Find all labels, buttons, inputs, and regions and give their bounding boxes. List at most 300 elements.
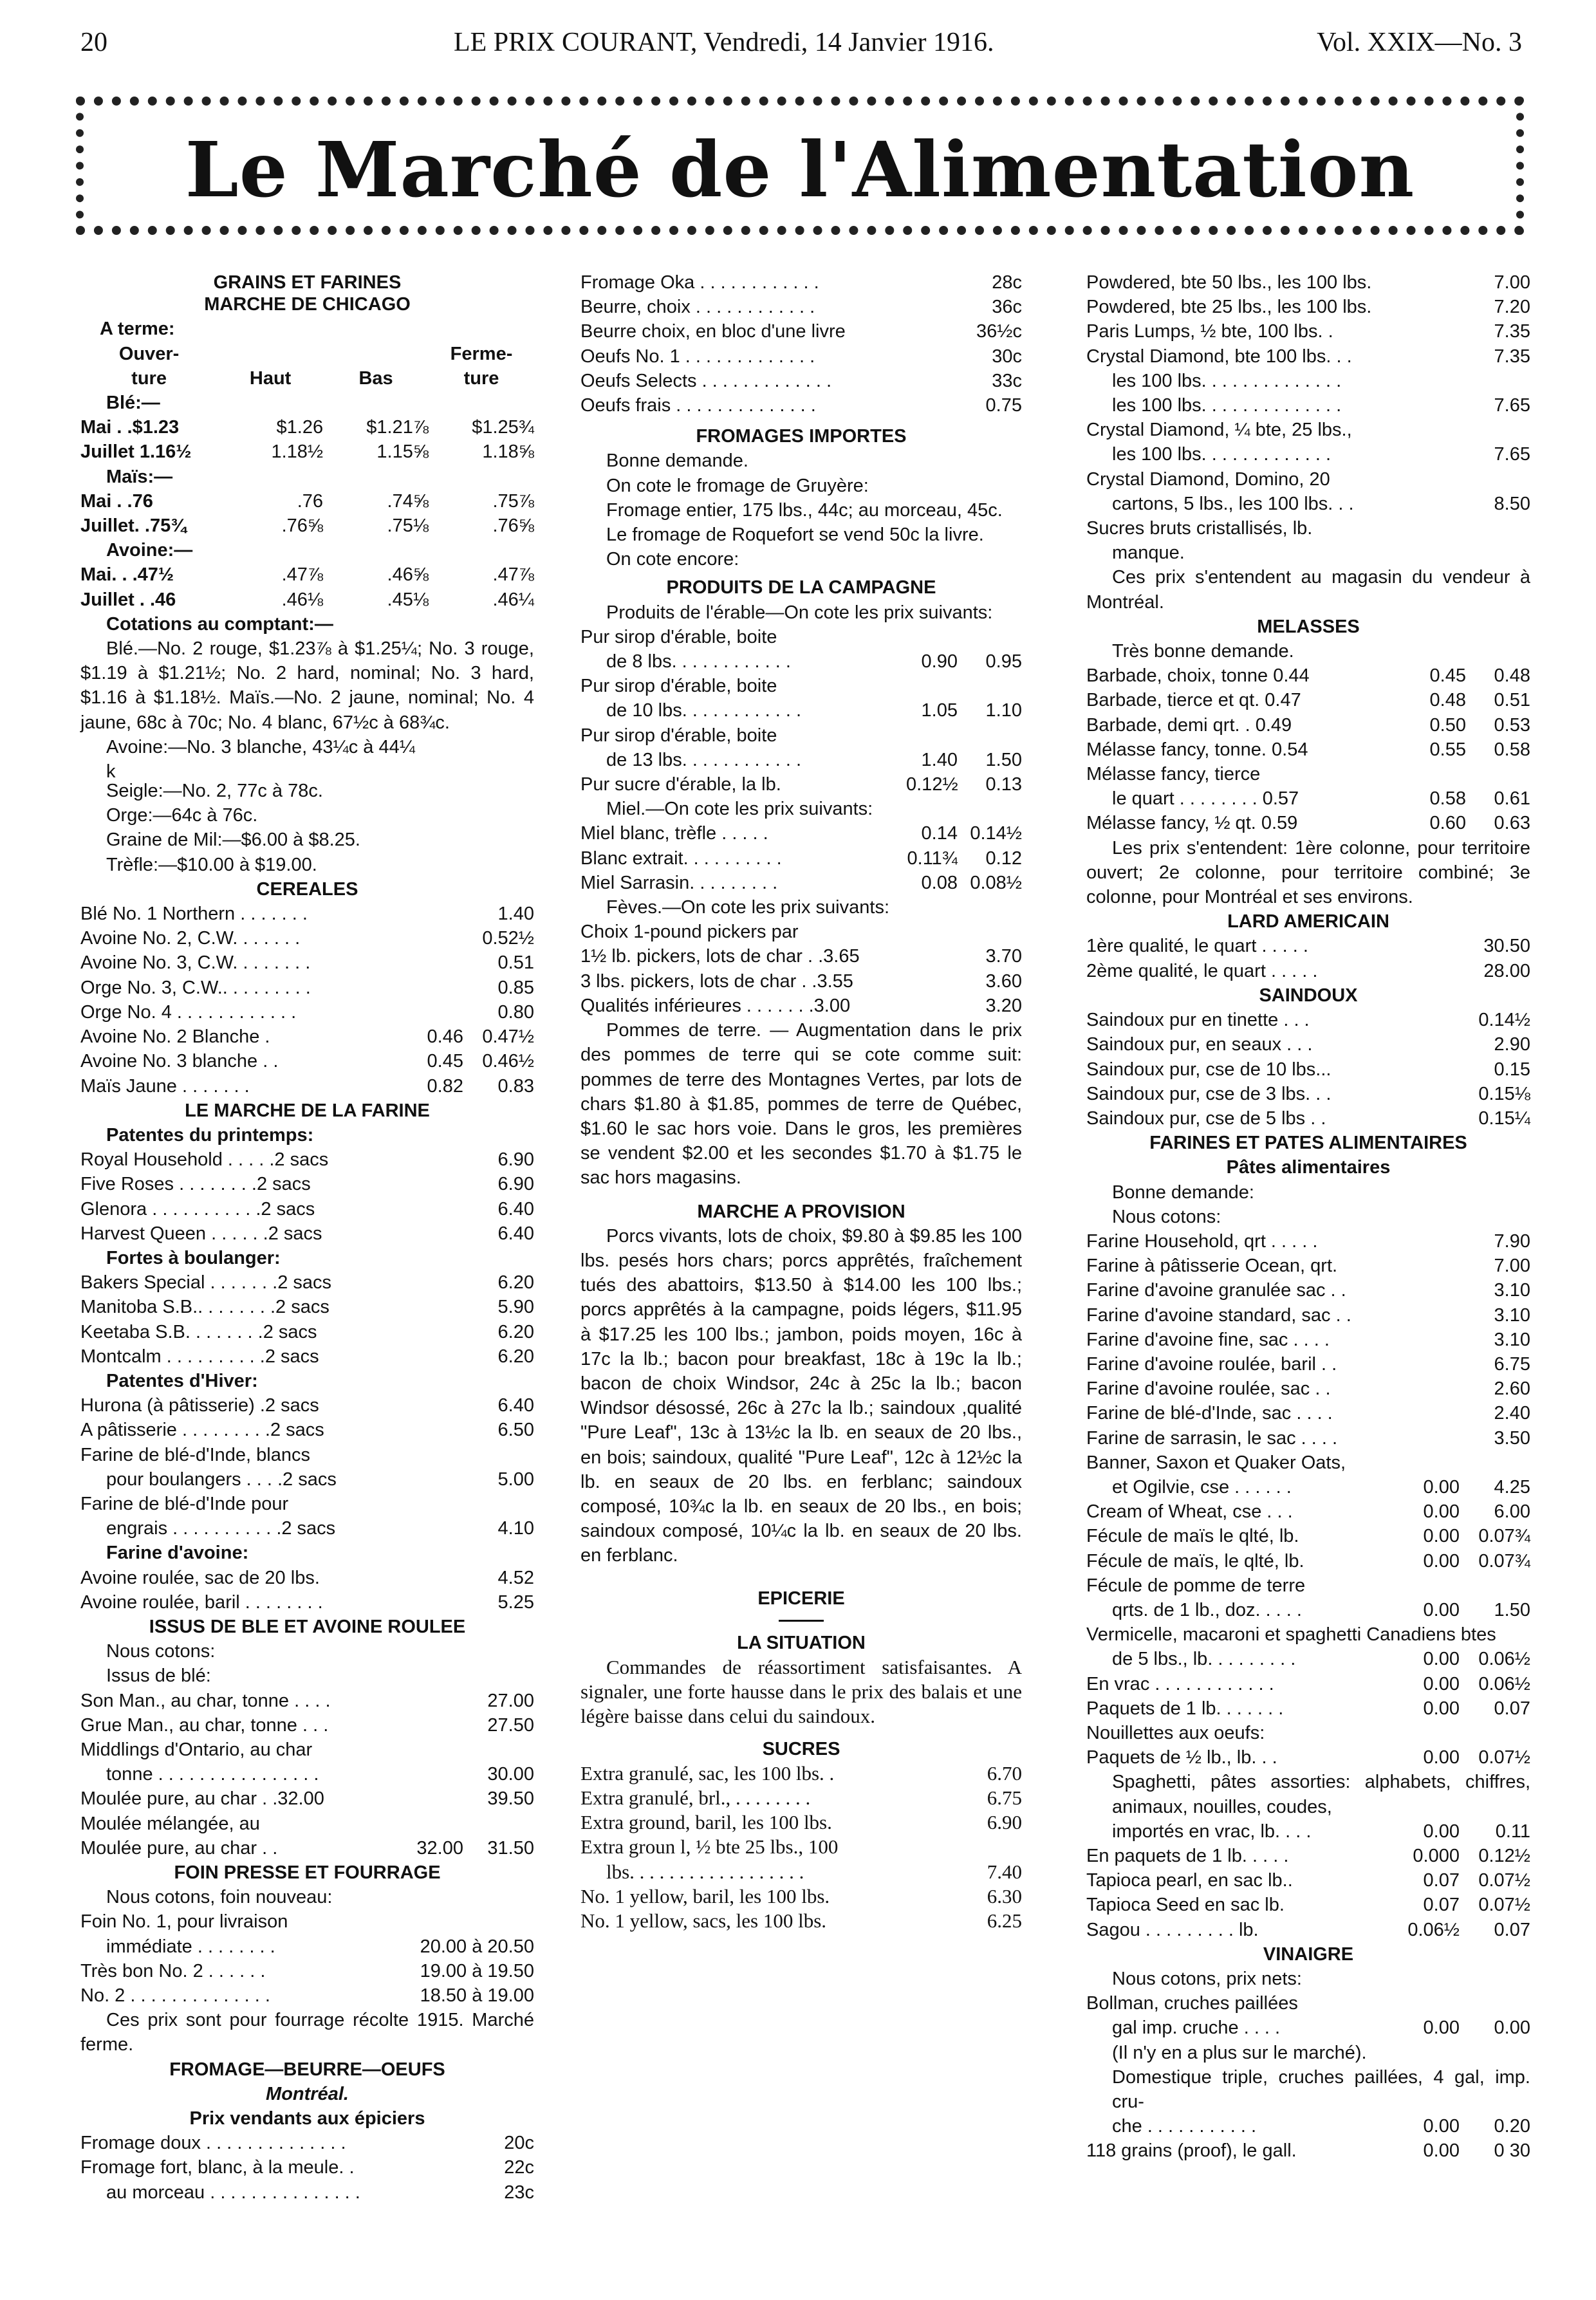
item-price: 6.20 [497,1321,534,1342]
item-price: 2.40 [1494,1403,1530,1424]
item-price: 0.13 [985,774,1022,795]
item-price: 4.25 [1494,1476,1530,1498]
saindoux-row [1086,1057,1530,1082]
item-price: 3.10 [1494,1280,1530,1301]
item-label: En paquets de 1 lb. . . . . [1086,1846,1289,1866]
import-line: Fromage entier, 175 lbs., 44c; au morceau, 45c. [606,499,1003,521]
item-label: Saindoux pur, cse de 10 lbs... [1086,1059,1332,1080]
pates-row [1086,1278,1530,1303]
item-price [405,1689,463,1713]
feves-intro: Fèves.—On cote les prix suivants: [606,897,889,918]
quote-cell: .47⅞ [281,564,324,586]
item-price: 3.60 [985,970,1022,992]
item-label: et Ogilvie, cse . . . . . . [1112,1476,1292,1498]
pates-row [1086,1303,1530,1328]
item-price: 6.90 [497,1149,534,1171]
item-price: 7.35 [1494,321,1530,342]
item-label: Orge No. 4 . . . . . . . . . . . . [80,1001,297,1023]
item-price: 0.07¾ [1478,1550,1530,1572]
item-label: Beurre, choix . . . . . . . . . . . . [580,297,815,318]
item-price: 0.00 [1423,1599,1460,1620]
item-price: 30.00 [487,1764,534,1785]
column-header: Ouver- ture [118,343,180,389]
cereales-row [80,976,534,1000]
item-price: 0.07½ [1478,1870,1530,1891]
futures-row [80,588,534,612]
item-price: 0.07 [1423,1895,1460,1916]
item-price: 7.40 [987,1860,1022,1883]
sirop-line: Pur sirop d'érable, boite [580,725,777,746]
item-label: Glenora . . . . . . . . . . .2 sacs [80,1198,315,1220]
item-price: 1.50 [1494,1599,1530,1620]
item-price: 0.12 [985,848,1022,869]
campagne-heading: PRODUITS DE LA CAMPAGNE [666,577,936,598]
item-label: En vrac . . . . . . . . . . . . [1086,1673,1274,1694]
item-price: 0.20 [1494,2116,1530,2137]
item-price [405,1713,463,1738]
vinaigre-row [1086,2114,1530,2138]
label-printemps: Patentes du printemps: [106,1124,314,1145]
item-label: Harvest Queen . . . . . .2 sacs [80,1223,322,1244]
foin-row [80,1934,534,1959]
column-header: Ferme- ture [450,343,513,389]
flour-row [80,1270,534,1295]
item-price: 0.07½ [1478,1747,1530,1768]
item-price: 6.40 [497,1198,534,1220]
item-price: 0.85 [497,977,534,998]
item-label: Powdered, bte 50 lbs., les 100 lbs. [1086,272,1372,293]
label-avoine: Avoine:— [106,540,193,561]
column-3 [1086,270,1530,2164]
sucre-row [580,1884,1022,1909]
quote-cell: Juillet . .46 [80,589,176,610]
quote-cell: .76⅝ [281,515,324,537]
pates-row [1086,1328,1530,1352]
flour-row [80,1566,534,1590]
quote-cell: Juillet 1.16½ [80,441,192,463]
melasses-note: Les prix s'entendent: 1ère colonne, pour territoire ouvert; 2e colonne, pour territoire combiné; 3e colonne, pour Montréal et ses environs. [1086,837,1530,908]
item-label: Farine d'avoine granulée sac . . [1086,1280,1346,1301]
item-price: 0.48 [1429,690,1466,711]
issus-row [80,1786,534,1811]
item-price: 3.50 [1494,1427,1530,1449]
quote-cell: Mai. . .47½ [80,564,174,586]
item-price: 0.83 [497,1075,534,1097]
miel-intro: Miel.—On cote les prix suivants: [606,799,873,820]
quote-cell: Mai . .76 [80,490,153,512]
label-ble: Blé:— [106,393,160,414]
item-price: 0.80 [497,1001,534,1023]
item-price: 0.07½ [1478,1895,1530,1916]
prix-heading: Prix vendants aux épiciers [189,2108,425,2129]
saindoux-row [1086,1008,1530,1032]
item-price: 2.90 [1494,1034,1530,1055]
flour-row [80,1344,534,1369]
sucre-row [580,1786,1022,1810]
pates-line: Nouillettes aux oeufs: [1086,1722,1265,1743]
pates-row [1086,1401,1530,1425]
issus-row [80,1762,534,1786]
feves-row [580,994,1022,1018]
item-label: Fécule de maïs, le qlté, lb. [1086,1550,1304,1572]
campagne-intro: Produits de l'érable—On cote les prix suivants: [606,602,993,623]
running-header [80,27,1522,72]
item-price: 0.07 [1494,1698,1530,1719]
vinaigre-row [1086,2138,1530,2163]
miel-row [580,871,1022,895]
item-price: 0.00 [1423,1501,1460,1523]
item-price: 8.50 [1494,493,1530,514]
item-label: Avoine No. 3, C.W. . . . . . . . [80,952,311,974]
pates-row [1086,1672,1530,1696]
issus-line: Moulée mélangée, au [80,1813,260,1834]
item-label: Five Roses . . . . . . . .2 sacs [80,1174,311,1195]
item-label: No. 2 . . . . . . . . . . . . . . [80,1985,270,2007]
issus-line: Middlings d'Ontario, au char [80,1739,313,1760]
item-price: 6.75 [987,1786,1022,1809]
melasse-row [1086,663,1530,688]
grain-line: Trèfle:—$10.00 à $19.00. [106,854,317,875]
flour-row [80,1320,534,1344]
flour-row [80,1590,534,1615]
item-price: 0.00 [1423,2017,1460,2039]
item-price: 31.50 [487,1837,534,1859]
item-price: 0.45 [1429,665,1466,687]
pates-line: Fécule de pomme de terre [1086,1575,1306,1596]
item-price: 7.00 [1494,272,1530,293]
item-price: 6.75 [1494,1353,1530,1375]
foin-row [80,1959,534,1983]
feves-row [580,944,1022,969]
pates-line: Spaghetti, pâtes assorties: alphabets, chiffres, animaux, nouilles, coudes, [1112,1772,1530,1817]
melasse-line: Mélasse fancy, tierce [1086,764,1261,785]
lard-heading: LARD AMERICAIN [1227,911,1389,932]
item-label: Avoine roulée, baril . . . . . . . . [80,1591,323,1613]
foin-line: Foin No. 1, pour livraison [80,1911,288,1933]
item-price: 0.45 [427,1051,463,1072]
item-price: 6.90 [497,1174,534,1195]
item-label: Farine Household, qrt . . . . . [1086,1230,1318,1252]
item-price: 0.00 [1423,1550,1460,1572]
item-price: 6.40 [497,1223,534,1244]
item-label: Beurre choix, en bloc d'une livre [580,321,846,342]
item-price: 6.70 [987,1761,1022,1785]
item-price: 5.00 [497,1469,534,1490]
item-label: Mélasse fancy, tonne. 0.54 [1086,739,1308,760]
item-label: Extra granulé, brl., . . . . . . . . [580,1786,811,1809]
item-price: 4.52 [497,1567,534,1588]
situation-text: Commandes de réassortiment satisfaisantes. A signaler, une forte hausse dans le prix des balais et une légère baisse dans celui du saindoux. [580,1655,1022,1728]
dairy-row [580,369,1022,393]
item-price: 0.58 [1494,739,1530,760]
pates-subheading: Pâtes alimentaires [1226,1157,1391,1178]
dairy-row [580,393,1022,418]
page-number: 20 [80,28,107,57]
bruts-line: Sucres bruts cristallisés, lb. [1086,518,1313,539]
foin-row [80,1983,534,2008]
item-label: Keetaba S.B. . . . . . . .2 sacs [80,1321,317,1342]
provision-heading: MARCHE A PROVISION [697,1201,905,1222]
pates-row [1086,1524,1530,1548]
item-label: che . . . . . . . . . . . [1112,2116,1257,2137]
item-label: 3 lbs. pickers, lots de char . .3.55 [580,970,853,992]
item-label: A pâtisserie . . . . . . . . .2 sacs [80,1420,324,1441]
item-price: 0.52½ [482,928,534,949]
pates-line: Vermicelle, macaroni et spaghetti Canadiens btes [1086,1624,1496,1646]
label-boulanger: Fortes à boulanger: [106,1247,281,1268]
provision-text: Porcs vivants, lots de choix, $9.80 à $9.85 les 100 lbs. pesés hors chars; porcs apprêtés, fraîchement tués des abattoirs, $13.50 à $14.00 les 100 lbs.; porcs apprêtés à la campagne, poids légers, $11.95 à $17.25 les 100 lbs.; jambon, poids moyen, 16c à 17c la lb.; bacon pour breakfast, 18c à 19c la lb.; bacon de choix Windsor, 24c à 25c la lb.; bacon Windsor désossé, 26c à 27c la lb.; saindoux ,qualité "Pure Leaf", 13c à 13½c la lb. en seaux de 20 lbs., en bois; saindoux, qualité "Pure Leaf", 12c à 12½c la lb. en seaux de 20 lbs. en ferblanc; saindoux composé, 10¾c la lb. en seaux de 20 lbs., en bois; saindoux composé, 10¼c la lb. en seaux de 20 lbs. en ferblanc. [580,1225,1022,1566]
foin-nous: Nous cotons, foin nouveau: [106,1887,333,1908]
sucre-row [580,1860,1022,1884]
item-label: Orge No. 3, C.W.. . . . . . . . . [80,977,311,998]
cereales-heading: CEREALES [256,878,358,900]
nous-cotons: Nous cotons: [106,1641,216,1662]
item-price: 0.51 [497,952,534,974]
flour-row [80,1221,534,1246]
item-label: au morceau . . . . . . . . . . . . . . . [106,2182,360,2203]
item-label: Farine à pâtisserie Ocean, qrt. [1086,1256,1338,1277]
fromage-heading: FROMAGE—BEURRE—OEUFS [169,2059,445,2080]
sugar-row [1086,393,1530,418]
bruts-line: manque. [1112,543,1185,564]
column-2 [580,270,1022,1933]
item-label: Oeufs Selects . . . . . . . . . . . . . [580,370,832,391]
item-label: Pur sucre d'érable, la lb. [580,774,781,795]
item-price: 0.95 [985,651,1022,672]
item-label: Extra granulé, sac, les 100 lbs. . [580,1761,835,1785]
grain-line: Graine de Mil:—$6.00 à $8.25. [106,830,360,851]
sirop-row [580,649,1022,674]
item-label: Farine de sarrasin, le sac . . . . [1086,1427,1338,1449]
item-price: 0.61 [1494,788,1530,810]
sugar-row [1086,442,1530,467]
item-price: 0.12½ [1478,1846,1530,1866]
item-price: 0.00 [1494,2017,1530,2039]
item-price: 3.10 [1494,1304,1530,1326]
item-price: 2.60 [1494,1378,1530,1400]
item-price: 0.53 [1494,714,1530,736]
item-label: Avoine No. 2, C.W. . . . . . . [80,928,301,949]
journal-title: LE PRIX COURANT, Vendredi, 14 Janvier 1916. [454,28,994,57]
flour-line: Farine de blé-d'Inde, blancs [80,1444,310,1465]
bruts-note: Ces prix s'entendent au magasin du vendeur à Montréal. [1086,567,1530,613]
item-label: de 8 lbs. . . . . . . . . . . . [606,651,791,672]
item-price: 7.00 [1494,1256,1530,1277]
item-label: les 100 lbs. . . . . . . . . . . . . . [1112,370,1342,391]
item-price: 27.50 [487,1714,534,1736]
sirop-row [580,772,1022,797]
item-label: Saindoux pur en tinette . . . [1086,1010,1310,1031]
sirop-line: Pur sirop d'érable, boite [580,626,777,647]
dairy-row [580,295,1022,319]
item-label: Farine de blé-d'Inde, sac . . . . [1086,1403,1333,1424]
item-label: cartons, 5 lbs., les 100 lbs. . . [1112,493,1354,514]
sugar-line: Crystal Diamond, ¼ bte, 25 lbs., [1086,420,1352,441]
flour-row [80,1393,534,1418]
flour-row [80,1147,534,1172]
sucre-line: Extra groun l, ½ bte 25 lbs., 100 [580,1835,839,1859]
item-price: 0.00 [1423,1673,1460,1694]
flour-row [80,1467,534,1492]
item-label: Hurona (à pâtisserie) .2 sacs [80,1395,319,1416]
item-price: 27.00 [487,1690,534,1711]
item-price: 30.50 [1483,936,1530,957]
item-label: gal imp. cruche . . . . [1112,2017,1281,2039]
fromage-row [80,2131,534,2155]
item-price: 0.47½ [482,1026,534,1048]
sirop-row [580,698,1022,723]
item-label: Très bon No. 2 . . . . . . [80,1960,266,1981]
import-line: On cote le fromage de Gruyère: [606,475,869,496]
issus-label: Issus de blé: [106,1665,211,1687]
divider [779,1620,824,1622]
saindoux-row [1086,1032,1530,1057]
cereales-row [80,1049,534,1073]
item-price: 0.75 [985,395,1022,416]
farine-heading: LE MARCHE DE LA FARINE [185,1100,430,1121]
item-label: Fromage fort, blanc, à la meule. . [80,2157,355,2178]
issus-row [80,1689,534,1713]
vinaigre-line: Domestique triple, cruches paillées, 4 gal, imp. cru- [1112,2066,1530,2113]
subsection-heading: MARCHE DE CHICAGO [204,294,411,315]
pates-line: Banner, Saxon et Quaker Oats, [1086,1452,1346,1473]
item-price: 4.10 [497,1518,534,1539]
label-mais: Maïs:— [106,466,173,487]
item-price: 19.00 à 19.50 [420,1960,534,1981]
item-label: 2ème qualité, le quart . . . . . [1086,960,1318,981]
item-label: Farine d'avoine roulée, sac . . [1086,1378,1331,1400]
item-price: 7.35 [1494,346,1530,367]
item-label: Avoine No. 3 blanche . . [80,1051,279,1072]
issus-row [80,1713,534,1738]
item-price: 0.07¾ [1478,1526,1530,1547]
sugar-row [1086,319,1530,344]
item-price: 0.14½ [970,823,1022,844]
melasse-row [1086,737,1530,762]
item-price: 0.06½ [1407,1919,1460,1940]
item-price: 0.14½ [1478,1010,1530,1031]
melasse-row [1086,786,1530,811]
item-price: 6.25 [987,1909,1022,1932]
item-label: Manitoba S.B.. . . . . . . .2 sacs [80,1297,329,1318]
item-label: Fécule de maïs le qlté, lb. [1086,1526,1299,1547]
item-label: Montcalm . . . . . . . . . .2 sacs [80,1346,319,1367]
item-price: 0.12½ [906,774,958,795]
banner-title: Le Marché de l'Alimentation [185,125,1415,214]
item-label: Qualités inférieures . . . . . . .3.00 [580,995,851,1016]
item-price: 6.40 [497,1395,534,1416]
item-price [393,926,463,951]
import-line: On cote encore: [606,549,739,570]
item-label: Avoine roulée, sac de 20 lbs. [80,1567,320,1588]
sirop-line: Pur sirop d'érable, boite [580,676,777,697]
item-label: Farine d'avoine standard, sac . . [1086,1304,1351,1326]
sugar-row [1086,344,1530,369]
item-price: 0.58 [1429,788,1466,810]
cereales-row [80,1074,534,1099]
item-label: Miel blanc, trèfle . . . . . [580,823,768,844]
melasses-heading: MELASSES [1257,616,1360,637]
item-price: 28.00 [1483,960,1530,981]
item-price: 0.00 [1423,2140,1460,2162]
column-header: Bas [358,367,393,389]
label-comptant: Cotations au comptant:— [106,613,333,635]
pates-row [1086,1549,1530,1573]
item-price: 0.06½ [1478,1673,1530,1694]
item-price: 36½c [976,321,1022,342]
item-price: 39.50 [487,1788,534,1810]
comptant-text: Blé.—No. 2 rouge, $1.23⅞ à $1.25¼; No. 3 rouge, $1.19 à $1.21½; No. 2 hard, nominal; No. 3 hard, $1.16 à $1.18½. Maïs.—No. 2 jaune, nominal; No. 4 jaune, 68c à 70c; No. 4 blanc, 67½c à 68¾c. [80,638,534,733]
item-price: 0.06½ [1478,1649,1530,1670]
item-label: Paquets de 1 lb. . . . . . . [1086,1698,1284,1719]
item-label: Oeufs frais . . . . . . . . . . . . . . [580,395,816,416]
item-label: Blé No. 1 Northern . . . . . . . [80,904,308,925]
item-price: 7.20 [1494,297,1530,318]
item-label: le quart . . . . . . . . 0.57 [1112,788,1299,810]
pates-row [1086,1647,1530,1671]
flour-row [80,1197,534,1221]
saindoux-row [1086,1106,1530,1131]
item-price: 1.05 [921,700,958,721]
pates-row [1086,1598,1530,1622]
item-label: Grue Man., au char, tonne . . . [80,1714,329,1736]
item-price: 7.65 [1494,444,1530,465]
grain-line: Orge:—64c à 76c. [106,805,258,826]
farines-pates-heading: FARINES ET PATES ALIMENTAIRES [1149,1133,1467,1154]
item-price: 0.90 [921,651,958,672]
quote-cell: .76⅝ [492,515,534,537]
item-price: 1.40 [921,749,958,770]
melasse-row [1086,688,1530,712]
item-price: 0.00 [1423,2116,1460,2137]
item-price: 1.40 [497,904,534,925]
flour-row [80,1418,534,1442]
saindoux-row [1086,1082,1530,1106]
pates-row [1086,1819,1530,1844]
quote-cell: .74⅝ [387,490,429,512]
dairy-row [580,270,1022,295]
pates-row [1086,1499,1530,1524]
item-price: 36c [992,297,1022,318]
item-label: importés en vrac, lb. . . . [1112,1821,1312,1842]
quote-cell: $1.26 [276,417,324,438]
pates-row [1086,1844,1530,1868]
item-label: pour boulangers . . . .2 sacs [106,1469,337,1490]
item-price: 0.15 [1494,1059,1530,1080]
miel-row [580,821,1022,846]
quote-cell: .46⅛ [281,589,324,610]
item-label: 118 grains (proof), le gall. [1086,2140,1297,2162]
item-price: 0.60 [1429,813,1466,834]
item-price: 0.82 [427,1075,463,1097]
sucre-row [580,1761,1022,1786]
item-price: 0.48 [1494,665,1530,687]
item-price: 32.00 [416,1837,463,1859]
item-price: 6.50 [497,1420,534,1441]
quote-cell: .47⅞ [492,564,534,586]
sucres-heading: SUCRES [762,1738,840,1759]
column-1 [80,270,534,2205]
item-label: Cream of Wheat, cse . . . [1086,1501,1293,1523]
quote-cell: $1.25¾ [472,417,534,438]
label-a-terme: A terme: [100,319,175,340]
item-price [393,902,463,926]
item-price [425,1786,463,1811]
item-label: Miel Sarrasin. . . . . . . . . [580,872,778,893]
dairy-row [580,319,1022,344]
sirop-row [580,748,1022,772]
futures-row [80,562,534,587]
